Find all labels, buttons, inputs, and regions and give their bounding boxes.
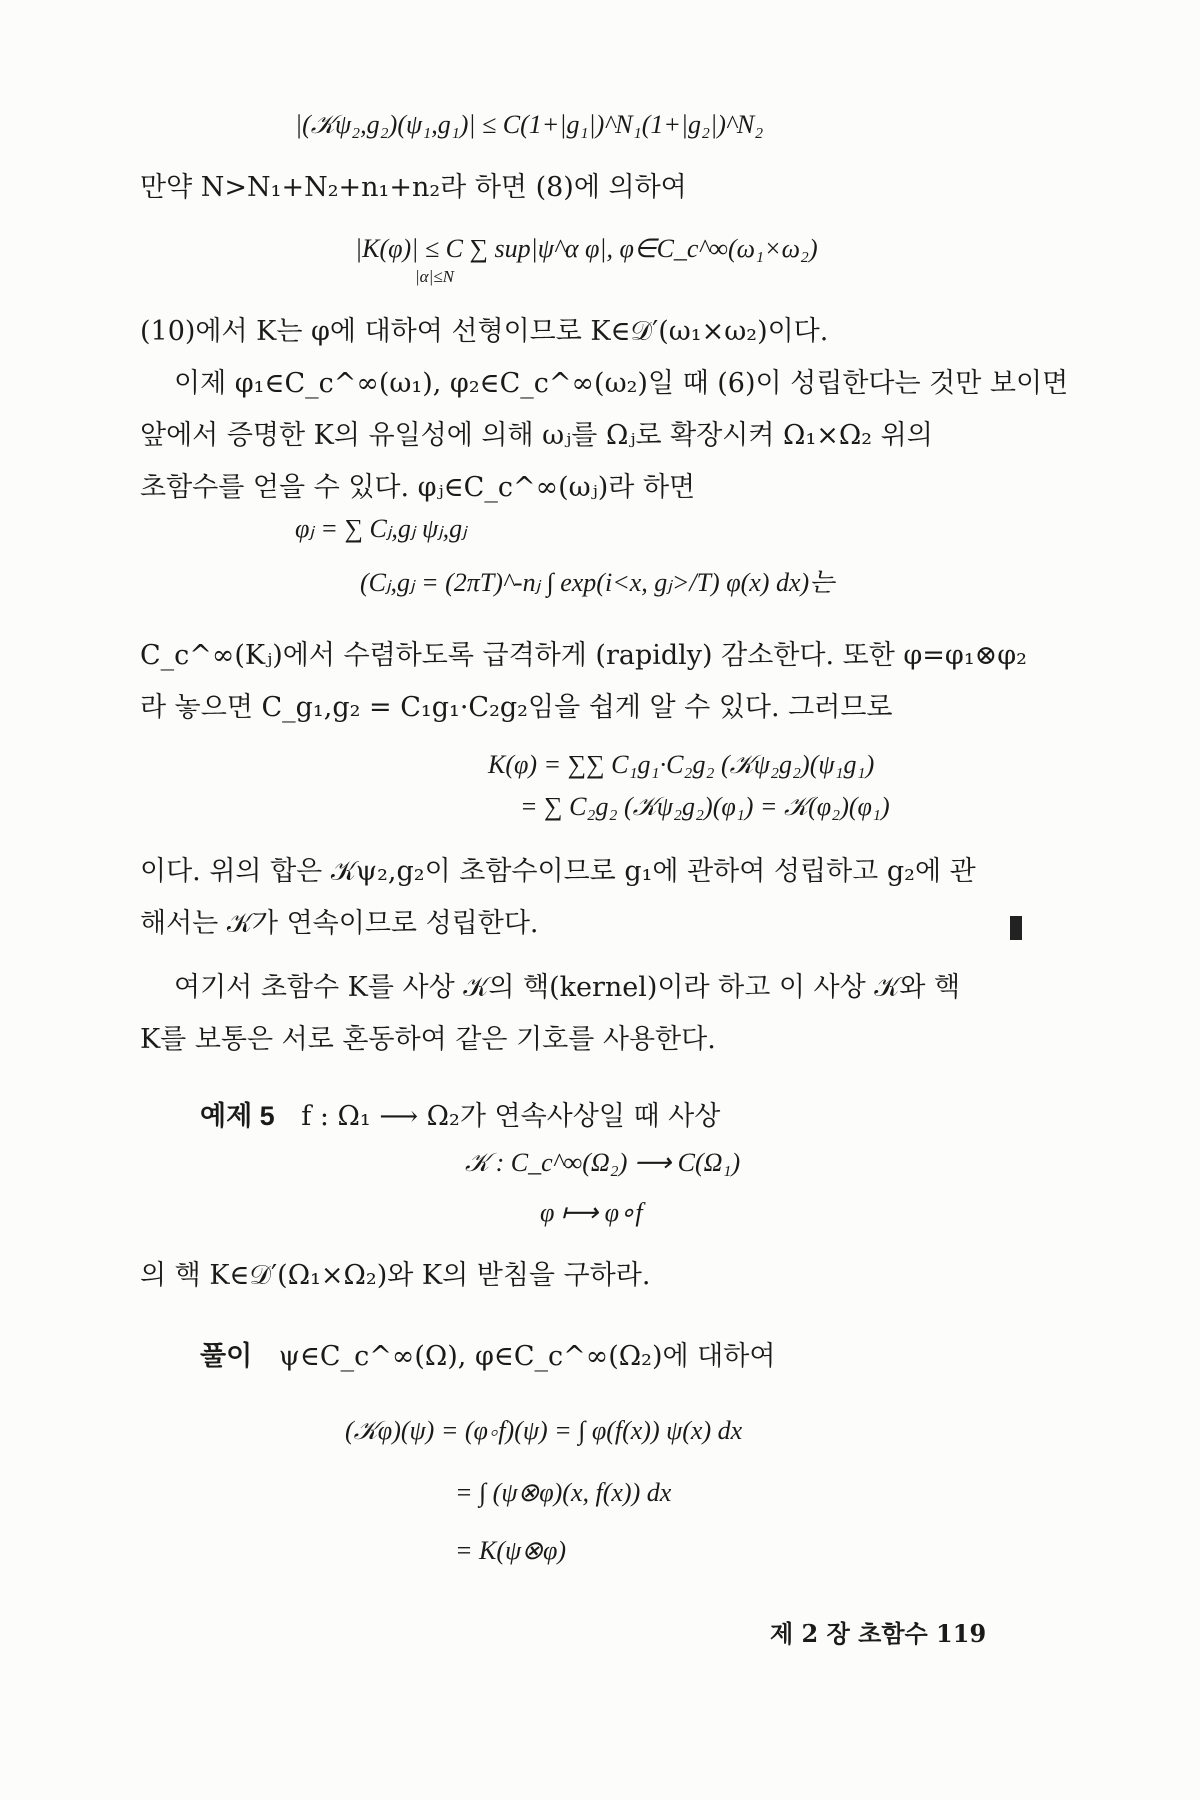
equation-estimate [355,232,818,294]
paragraph-line: (10)에서 K는 φ에 대하여 선형이므로 K∈𝒟′(ω₁×ω₂)이다. [140,316,829,347]
example-text: f : Ω₁ ⟶ Ω₂가 연속사상일 때 사상 [301,1101,721,1132]
paragraph-line: 해서는 𝒦가 연속이므로 성립한다. [140,908,539,939]
equation-sum-2: = ∑ C₂g₂ (𝒦ψ₂g₂)(φ₁) = 𝒦(φ₂)(φ₁) [520,792,890,821]
example-label: 예제 5 [200,1101,275,1131]
equation-expansion: φⱼ = ∑ Cⱼ,gⱼ ψⱼ,gⱼ [295,514,467,543]
paragraph-2 [140,630,1027,734]
qed-mark [1010,916,1022,940]
solution-label: 풀이 [200,1341,253,1371]
page-footer: 제 2 장 초함수 119 [770,1619,987,1648]
equation-map-rule: φ ⟼ φ∘f [540,1198,643,1227]
equation-estimate-subscript: |α|≤N [415,267,454,286]
example-header [200,1090,720,1143]
paragraph-line: 이다. 위의 합은 𝒦ψ₂,g₂이 초함수이므로 g₁에 관하여 성립하고 g₂에 관 [140,856,976,887]
paragraph-line: 초함수를 얻을 수 있다. φⱼ∈C_c^∞(ωⱼ)라 하면 [140,472,696,503]
paragraph-line: 이제 φ₁∈C_c^∞(ω₁), φ₂∈C_c^∞(ω₂)일 때 (6)이 성립한다는 것만 보이면 [174,368,1069,399]
paragraph-line: 라 놓으면 C_g₁,g₂ = C₁g₁·C₂g₂임을 쉽게 알 수 있다. 그러므로 [140,692,893,723]
text-line: 만약 N>N₁+N₂+n₁+n₂라 하면 (8)에 의하여 [140,172,687,203]
equation-estimate-main: |K(φ)| ≤ C ∑ sup|ψ^α φ|, φ∈C_c^∞(ω₁×ω₂) [355,234,818,263]
equation-map: 𝒦 : C_c^∞(Ω₂) ⟶ C(Ω₁) [465,1148,741,1177]
paragraph-line: 앞에서 증명한 K의 유일성에 의해 ωⱼ를 Ωⱼ로 확장시켜 Ω₁×Ω₂ 위의 [140,420,933,451]
paragraph-line: 여기서 초함수 K를 사상 𝒦의 핵(kernel)이라 하고 이 사상 𝒦와 핵 [174,972,961,1003]
equation-bound: |(𝒦ψ₂,g₂)(ψ₁,g₁)| ≤ C(1+|g₁|)^N₁(1+|g₂|)^N₂ [295,110,764,139]
example-question: 의 핵 K∈𝒟′(Ω₁×Ω₂)와 K의 받침을 구하라. [140,1260,651,1291]
paragraph-1 [140,306,1068,514]
paragraph-line: K를 보통은 서로 혼동하여 같은 기호를 사용한다. [140,1024,716,1055]
solution-header [200,1330,775,1383]
equation-solution-1: (𝒦φ)(ψ) = (φ∘f)(ψ) = ∫ φ(f(x)) ψ(x) dx [345,1416,743,1445]
equation-solution-3: = K(ψ⊗φ) [455,1536,567,1565]
paragraph-line: C_c^∞(Kⱼ)에서 수렴하도록 급격하게 (rapidly) 감소한다. 또한 φ=φ₁⊗φ₂ [140,640,1028,671]
paragraph-4 [140,962,960,1066]
solution-text: ψ∈C_c^∞(Ω), φ∈C_c^∞(Ω₂)에 대하여 [278,1341,776,1372]
equation-coefficient: (Cⱼ,gⱼ = (2πT)^-nⱼ ∫ exp(i<x, gⱼ>/T) φ(x) dx)는 [360,568,835,597]
equation-solution-2: = ∫ (ψ⊗φ)(x, f(x)) dx [455,1478,672,1507]
paragraph-3 [140,846,976,950]
equation-sum-1: K(φ) = ∑∑ C₁g₁·C₂g₂ (𝒦ψ₂g₂)(ψ₁g₁) [488,750,875,779]
